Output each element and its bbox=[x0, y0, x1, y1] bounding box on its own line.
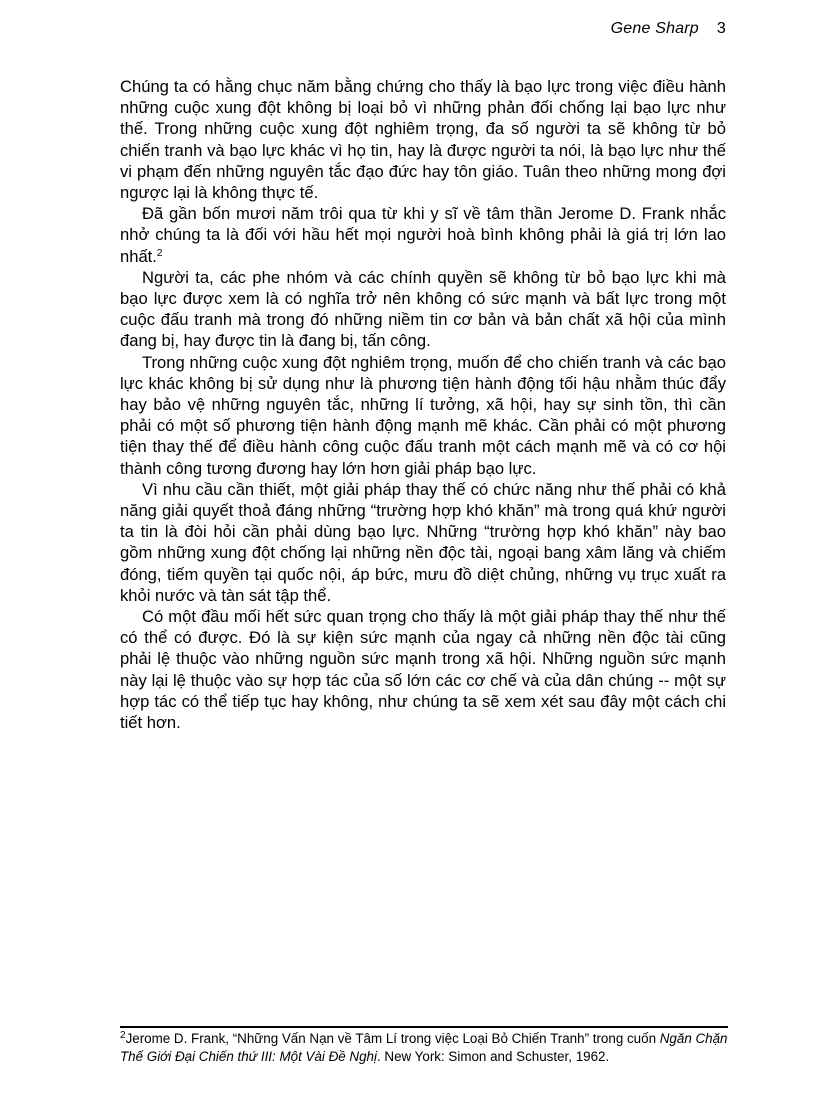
paragraph-4: Trong những cuộc xung đột nghiêm trọng, muốn để cho chiến tranh và các bạo lực khác không bị sử dụng như là phương tiện hành động tối hậu nhằm thúc đẩy hay bảo vệ những nguyên tắc, những lí tưởng, xã hội, hay sự sinh tồn, thì cần phải có một số phương tiện hành động mạnh mẽ khác. Cần phải có một phương tiện thay thế để điều hành công cuộc đấu tranh một cách mạnh mẽ và có cơ hội thành công tương đương hay lớn hơn giải pháp bạo lực. bbox=[120, 352, 726, 478]
paragraph-5: Vì nhu cầu cần thiết, một giải pháp thay thế có chức năng như thế phải có khả năng giải quyết thoả đáng những “trường hợp khó khăn” mà trong quá khứ người ta tin là đòi hỏi cần phải dùng bạo lực. Những “trường hợp khó khăn” này bao gồm những xung đột chống lại những nền độc tài, ngoại bang xâm lăng và chiếm đóng, tiếm quyền tại quốc nội, áp bức, mưu đồ diệt chủng, những vụ trục xuất ra khỏi nước và tàn sát tập thể. bbox=[120, 479, 726, 605]
paragraph-1: Chúng ta có hằng chục năm bằng chứng cho thấy là bạo lực trong việc điều hành những cuộc xung đột không bị loại bỏ vì những phản đối chống lại bạo lực như thế. Trong những cuộc xung đột nghiêm trọng, đa số người ta sẽ không từ bỏ chiến tranh và bạo lực khác vì họ tin, hay là được người ta nói, là bạo lực như thế vi phạm đến những nguyên tắc đạo đức hay tôn giáo. Tuân theo những mong đợi ngược lại là không thực tế. bbox=[120, 77, 726, 203]
paragraph-3: Người ta, các phe nhóm và các chính quyền sẽ không từ bỏ bạo lực khi mà bạo lực được xem là có nghĩa trở nên không có sức mạnh và bất lực trong một cuộc đấu tranh mà trong đó những niềm tin cơ bản và bản chất xã hội của mình đang bị, hay được tin là đang bị, tấn công. bbox=[120, 267, 726, 351]
main-body-text bbox=[120, 76, 726, 733]
page-number: 3 bbox=[716, 20, 726, 37]
footnote-divider bbox=[120, 1026, 728, 1028]
running-header bbox=[611, 20, 726, 38]
paragraph-6: Có một đầu mối hết sức quan trọng cho thấy là một giải pháp thay thế như thế có thể có được. Đó là sự kiện sức mạnh của ngay cả những nền độc tài cũng phải lệ thuộc vào những nguồn sức mạnh trong xã hội. Những nguồn sức mạnh này lại lệ thuộc vào sự hợp tác của số lớn các cơ chế và của dân chúng -- một sự hợp tác có thể tiếp tục hay không, như chúng ta sẽ xem xét sau đây một cách chi tiết hơn. bbox=[120, 607, 726, 733]
footnote-reference[interactable]: 2 bbox=[156, 247, 163, 259]
author-name: Gene Sharp bbox=[610, 20, 699, 37]
footnote bbox=[120, 1030, 730, 1066]
footnote-mark: 2 bbox=[120, 1030, 126, 1041]
footnote-book-title: Ngăn Chặn Thế Giới Đại Chiến thứ III: Một Vài Đề Nghị bbox=[120, 1031, 728, 1064]
paragraph-2 bbox=[120, 203, 726, 267]
paragraph-2-text: Đã gần bốn mươi năm trôi qua từ khi y sĩ về tâm thần Jerome D. Frank nhắc nhở chúng ta là đối với hầu hết mọi người hoà bình không phải là giá trị lớn lao nhất. bbox=[120, 204, 726, 266]
footnote-text-before: Jerome D. Frank, “Những Vấn Nạn về Tâm Lí trong việc Loại Bỏ Chiến Tranh” trong cuốn bbox=[125, 1031, 660, 1046]
footnote-text-after: . New York: Simon and Schuster, 1962. bbox=[376, 1049, 610, 1064]
